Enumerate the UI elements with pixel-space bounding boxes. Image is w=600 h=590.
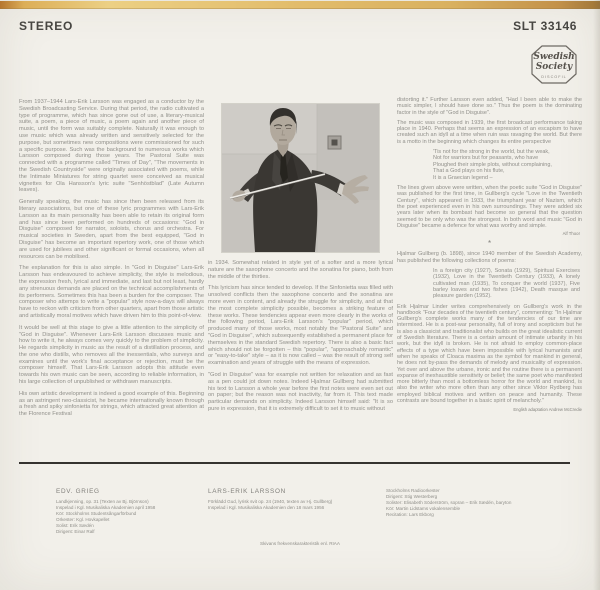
- liner-notes-column-left: [19, 99, 204, 423]
- asterisk-divider: *: [487, 239, 492, 249]
- credit-line: Stockholms Radioorkester: [386, 488, 440, 493]
- liner-paragraph: Hjalmar Gullberg (b. 1898), since 1940 member of the Swedish Academy, has published the following collections of poems:: [397, 251, 582, 264]
- motto-poem: [433, 149, 582, 181]
- translation-credit: English adaptation Andrew McCredie: [513, 407, 582, 413]
- badge-word-society: Society: [535, 62, 573, 72]
- poem-line: Not for warriors but for peasants, who have: [433, 155, 539, 162]
- larsson-heading: LARS-ERIK LARSSON: [208, 488, 286, 495]
- credit-line: Inspelad i Kgl. Musikaliska Akademien den 18 mars 1956: [208, 505, 325, 510]
- poem-line: Ploughed their simple plots, without complaining,: [433, 161, 552, 168]
- performer-credits: [386, 488, 511, 518]
- credit-line: Dirigent: Stig Westerberg: [386, 494, 438, 499]
- sleeve-right-edge-shadow: [593, 0, 600, 590]
- liner-paragraph: This lyricism has since tended to develop. If the Sinfonietta was filled with unsolved conflicts then the saxophone concerto and the sonatina are more even in content, and already the struggle for simplicity, and at that the most complete simplicity possible, becomes a striking feature of these works. These tendencies appear even more clearly in the works of the following period, Lars-Erik Larsson's "popular" period, which produced many of those works, most notably the "Pastoral Suite" and "God in Disguise", which subsequently established a permanent place for themselves in the standard Swedish repertory. There is also a basic fact which should not be forgotten – this "popular", "approachably romantic" or "easy-to-take" style – as it is now called – was the result of strong self examination and years of struggle with the means of expression.: [208, 285, 393, 367]
- larsson-credits: [208, 488, 332, 511]
- stereo-label: STEREO: [19, 19, 74, 33]
- liner-notes-column-right: [397, 97, 582, 414]
- poem-line: 'Tis not for the strong in the world, but the weak,: [433, 149, 550, 156]
- liner-notes-column-middle: [208, 99, 393, 418]
- liner-paragraph: It would be well at this stage to give a little attention to the simplicity of "God in Disguise". Whenever Lars-Erik Larsson discusses music and how to write it, he always comes very quickly to the problem of simplicity. He regards simplicity in music as the result of a distillation process, and the one who distills, who removes all the inessentials, who surveys and examines until the work's final acceptance or rejection, must be the composer himself. That Lars-Erik Larsson adopts this attitude even towards his own music can be seen, according to reliable information, in his large collection of unpublished or withdrawn manuscripts.: [19, 324, 204, 386]
- liner-paragraph: Erik Hjalmar Linder writes comprehensively on Gullberg's work in the handbook "Four decades of the twentieth century", commenting: "In Hjalmar Gullberg's complete works many of the tendencies of our time are intermixed. He is a post-war personality, full of irony and scepticism but he is also a classicist and traditionalist who builds on the great idealistic current of Swedish literature. There is a certain amount of intimate urbanity in his work, but the idyll is broken. He is not afraid to employ common-place effects of a type which have been impossible with lyrical humanists and when he speaks of Cloaca maxima as the symbol for mankind in general, he does not by-pass the demands of melody and musicality of expression. Yet over and above the urbane, ironic and the routine there is a permanent expanse of inexhaustible sensitivity or belief; the same poet who manifested more bitterly than most a bottomless horror for the world and mankind, is also the writer who more often than any other since Viktor Rydberg has employed biblical motives and written on peace and humanity. These contrasts are bound together in a basic spirit of melancholy.": [397, 303, 582, 405]
- liner-paragraph: distorting it." Further Larsson even added, "Had I been able to make the music simpler, I should have done so." Thus the poem is the dominating factor in the style of "God in Disguise".: [397, 97, 582, 116]
- divider-rule: [19, 462, 570, 464]
- liner-paragraph: From 1937–1944 Lars-Erik Larsson was engaged as a conductor by the Swedish Broadcasting Service. During that period, the radio cultivated a type of programme, which has since gone out of use, a literary-musical suite, a poem, a piece of music, a poem again and another piece of music, until the form was suitably complete. Naturally it was enough to use music which was already written and sensitively selected for the purpose, but sometimes new compositions were commissioned for such a specific purpose. Such was the background to numerous works which Larsson composed during those years. The Pastoral Suite was connected with a programme called "Times of Day", "The movements in the Swedish Countryside" were originally associated with poems, while the Intimate Miniatures for string quartet were conceived as musical vignettes for Ola Hansson's lyric suite "Senhöstblad" (Late Autumn leaves).: [19, 99, 204, 194]
- credit-line: Recitation: Lars Ekborg: [386, 512, 434, 517]
- credit-line: Solist: Erik Sædén: [56, 523, 94, 528]
- credit-line: Kör: Martin Lidstams vokalensemble: [386, 506, 461, 511]
- liner-paragraph: The explanation for this is also simple. In "God in Disguise" Lars-Erik Larsson has endeavoured to achieve simplicity, the style is melodious, the expression fresh, lyrical and immediate, and last but not least, hardly any strenuous demands are placed on the technical accomplishments of its performers. Sometimes this has been a burden for the composer. The composer who attemps to write a "popular" style now-a-days will always have to reckon with criticism from other quarters, apart from those artistic and artistically moral motives which have driven him to this point-of-view.: [19, 265, 204, 319]
- liner-paragraph: The lines given above were written, when the poetic suite "God in Disguise" was published for the first time, in Gullberg's cycle "Love in the Twentieth Century", which appeared in 1933, the triumphant year of Nazism, which the poet experienced even in his own surroundings. They were added six years later when its bombast had become so general that the question seemed to be only who was the strongest. In both word and music "God in Disguise" became a defence for what was worthy and simple.: [397, 185, 582, 229]
- badge-word-discofil: DISCOFIL: [541, 75, 567, 79]
- credit-line: Inspelad i Kgl. Musikaliska Akademien april 1958: [56, 505, 156, 510]
- credit-line: Förklädd Gud, lyrisk svit op. 24 (1940, texten av Hj. Gullberg): [208, 499, 333, 504]
- liner-paragraph: The music was composed in 1939, the first broadcast performance taking place in 1940. Perhaps that seems an expression of an escapism to have created such an idyll at a time when ruin was ravaging the world. But there is a motto in the beginning which changes its entire perspective: [397, 119, 582, 145]
- badge-word-swedish: Swedish: [533, 52, 575, 62]
- poem-line: That a God plays on his flute,: [433, 168, 505, 175]
- grieg-heading: EDV. GRIEG: [56, 488, 100, 495]
- liner-paragraph: "God in Disguise" was for example not written for relaxation and as fast as a pen could jot down notes. Indeed Hjalmar Gullberg had submitted his text to Larsson a whole year before the first notes were even set out on paper; but the reason was not inactivity, far from it. This text made particular demands on simplicity. Indeed Larsson himself said: "It is so pure in expression, that it is extremely difficult to set it to music without: [208, 371, 393, 412]
- credit-line: Solister: Elisabeth Söderström, sopran – Erik Sædén, baryton: [386, 500, 512, 505]
- swedish-society-discofil-logo: [530, 44, 578, 85]
- liner-paragraph: Generally speaking, the music has since then been released from its literary associations, but one of these lyric programmes with Lars-Erik Larsson as its main personality has been able to retain its original form and has since been performed on hundreds of occasions: "God in Disguise" composed for narrator, soloists, chorus and orchestra. For musical societies in Sweden, apart from the best equipped, "God in Disguise" has become an important repertory work, one of those which are used for jubilees and other significant or formal occasions, when all resources can be mobilised.: [19, 199, 204, 260]
- riaa-note: Skivans frekvenskarakteristik enl. RIAA: [260, 541, 340, 546]
- poem-line: It is a Graecian legend –: [433, 174, 493, 181]
- liner-paragraph: His own artistic development is indeed a good example of this. Beginning as an astringent neo-classicist, he became internationally known through a fresh and spiky sinfonietta for strings, which attracted great attention at the Florence Festival: [19, 390, 204, 418]
- poetry-collections-list: In a foreign city (1927), Sonata (1929), Spiritual Exercises (1932), Love in the Twentieth Century (1933), A lonely cultivated man (1935), To conquer the world (1937), Five barley loaves and two fishes (1942), Death masque and pleasure garden (1952).: [433, 268, 580, 300]
- credit-line: Kör: Stockholms Studentsångarförbund: [56, 511, 137, 516]
- liner-paragraph: in 1934. Somewhat related in style yet of a softer and a more lyrical nature are the saxophone concerto and the sonatina for piano, both from the middle of the thirties.: [208, 260, 393, 280]
- sleeve-edge-strip: [0, 1, 600, 9]
- credit-line: Dirigent: Einar Ralf: [56, 529, 95, 534]
- credit-line: Landkjenning, op. 31 (Texten av Bj. Björnson): [56, 499, 149, 504]
- catalog-number: SLT 33146: [513, 19, 577, 33]
- conductor-photo: [222, 104, 379, 252]
- author-signature: Alf Thoor: [562, 231, 580, 237]
- grieg-credits: [56, 488, 155, 535]
- credit-line: Orkester: Kgl. Hovkapellet: [56, 517, 110, 522]
